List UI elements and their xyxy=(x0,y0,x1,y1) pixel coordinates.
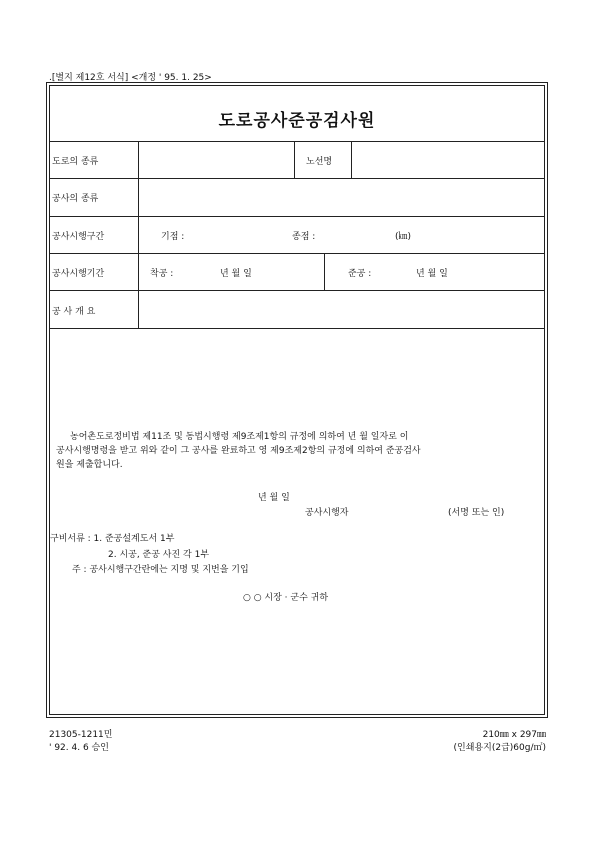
paper-size: 210㎜ x 297㎜ xyxy=(482,730,546,740)
form-frame xyxy=(46,82,548,718)
complete-date: 년 월 일 xyxy=(416,269,448,279)
row-divider xyxy=(50,290,544,291)
statement-line-1: 농어촌도로정비법 제11조 및 동법시행령 제9조제1항의 규정에 의하여 년 월 일자로 이 xyxy=(70,432,409,442)
header-note: .[별지 제12호 서식] <개정 ' 95. 1. 25> xyxy=(49,73,212,83)
attachments-1: 구비서류 : 1. 준공설계도서 1부 xyxy=(50,534,175,544)
statement-line-3: 원을 제출합니다. xyxy=(56,460,123,470)
paper-spec: (인쇄용지(2급)60g/㎡) xyxy=(453,743,546,753)
period-label: 공사시행기간 xyxy=(52,269,105,279)
road-type-value[interactable] xyxy=(142,146,290,174)
road-type-label: 도로의 종류 xyxy=(52,157,99,167)
period-divider xyxy=(324,253,325,290)
section-label: 공사시행구간 xyxy=(52,232,105,242)
form-inner-frame xyxy=(49,85,545,715)
applicant-label: 공사시행자 xyxy=(305,508,349,518)
row-divider xyxy=(50,178,544,179)
summary-value[interactable] xyxy=(142,295,542,323)
route-name-label: 노선명 xyxy=(306,157,333,167)
route-label-divider-left xyxy=(294,141,295,178)
row-divider xyxy=(50,328,544,329)
route-name-value[interactable] xyxy=(356,146,542,174)
row-divider xyxy=(50,141,544,142)
route-label-divider-right xyxy=(351,141,352,178)
form-code: 21305-1211민 xyxy=(49,730,113,740)
complete-label: 준공 : xyxy=(348,269,372,279)
start-point-label: 기점 : xyxy=(161,232,185,242)
commence-date: 년 월 일 xyxy=(220,269,252,279)
form-title: 도로공사준공검사원 xyxy=(218,111,376,131)
work-type-value[interactable] xyxy=(142,183,542,211)
statement-line-2: 공사시행명령을 받고 위와 같이 그 공사를 완료하고 영 제9조제2항의 규정에 의하여 준공검사 xyxy=(56,446,421,456)
summary-label: 공 사 개 요 xyxy=(52,307,96,317)
work-type-label: 공사의 종류 xyxy=(52,194,99,204)
attachments-2: 2. 시공, 준공 사진 각 1부 xyxy=(108,550,210,560)
addressee: ○ ○ 시장 · 군수 귀하 xyxy=(243,593,329,603)
label-column-divider xyxy=(138,141,139,328)
km-unit: (㎞) xyxy=(395,232,412,242)
end-point-label: 종점 : xyxy=(292,232,316,242)
commence-label: 착공 : xyxy=(150,269,174,279)
date-line: 년 월 일 xyxy=(258,493,290,503)
signature-label: (서명 또는 인) xyxy=(448,508,505,518)
row-divider xyxy=(50,216,544,217)
note: 주 : 공사시행구간란에는 지명 및 지번을 기입 xyxy=(72,565,249,575)
row-divider xyxy=(50,253,544,254)
approval-date: ' 92. 4. 6 승인 xyxy=(49,743,109,753)
